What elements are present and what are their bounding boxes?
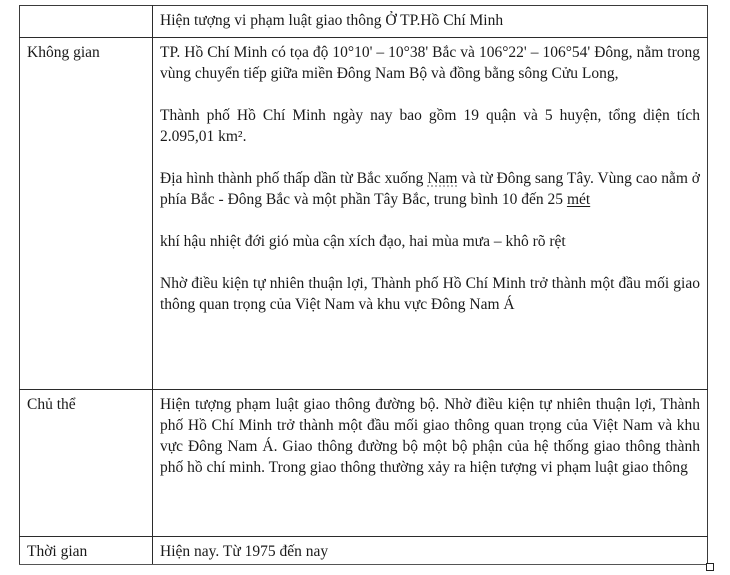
underlined-word[interactable]: mét	[566, 191, 591, 208]
spellcheck-marked-word[interactable]: Nam	[427, 170, 458, 187]
space-content-cell[interactable]	[153, 38, 708, 390]
table-row-title	[20, 6, 708, 38]
space-paragraph-districts: Thành phố Hồ Chí Minh ngày nay bao gồm 19 quận và 5 huyện, tổng diện tích 2.095,01 km².	[160, 107, 700, 145]
subject-label: Chủ thể	[27, 396, 76, 413]
space-paragraph-transport-hub: Nhờ điều kiện tự nhiên thuận lợi, Thành phố Hồ Chí Minh trở thành một đầu mối giao thông quan trọng của Việt Nam và khu vực Đông Nam Á	[160, 275, 700, 313]
time-label-cell[interactable]	[20, 537, 153, 565]
space-paragraph-location: TP. Hồ Chí Minh có tọa độ 10°10' – 10°38' Bắc và 106°22' – 106°54' Đông, nằm trong vùng chuyển tiếp giữa miền Đông Nam Bộ và đồng bằng sông Cửu Long,	[160, 44, 700, 82]
subject-text: Hiện tượng phạm luật giao thông đường bộ. Nhờ điều kiện tự nhiên thuận lợi, Thành phố Hồ Chí Minh trở thành một đầu mối giao thông quan trọng của Việt Nam và khu vực Đông Nam Á. Giao thông đường bộ một bộ phận của hệ thống giao thông thành phố hồ chí minh. Trong giao thông thường xảy ra hiện tượng vi phạm luật giao thông	[160, 396, 700, 476]
time-text: Hiện nay. Từ 1975 đến nay	[160, 543, 329, 560]
space-label: Không gian	[27, 44, 100, 61]
table-resize-handle-icon[interactable]	[706, 563, 714, 571]
space-label-cell[interactable]	[20, 38, 153, 390]
terrain-text-middle: và từ Đông sang Tây. Vùng cao nằm ở phía Bắc - Đông Bắc và một phần Tây Bắc, trung bình 10 đến 25	[160, 170, 701, 208]
time-label: Thời gian	[27, 543, 88, 560]
time-content-cell[interactable]	[153, 537, 708, 565]
terrain-text-before: Địa hình thành phố thấp dần từ Bắc xuống	[160, 170, 428, 187]
space-paragraph-climate: khí hậu nhiệt đới gió mùa cận xích đạo, hai mùa mưa – khô rõ rệt	[160, 233, 566, 250]
subject-content-cell[interactable]	[153, 390, 708, 537]
table-row-subject	[20, 390, 708, 537]
document-table	[19, 5, 708, 565]
title-content-cell[interactable]	[153, 6, 708, 38]
table-row-space	[20, 38, 708, 390]
title-text: Hiện tượng vi phạm luật giao thông Ở TP.Hồ Chí Minh	[160, 12, 504, 29]
table-row-time	[20, 537, 708, 565]
subject-label-cell[interactable]	[20, 390, 153, 537]
space-paragraph-terrain	[160, 168, 700, 210]
title-label-cell[interactable]	[20, 6, 153, 38]
